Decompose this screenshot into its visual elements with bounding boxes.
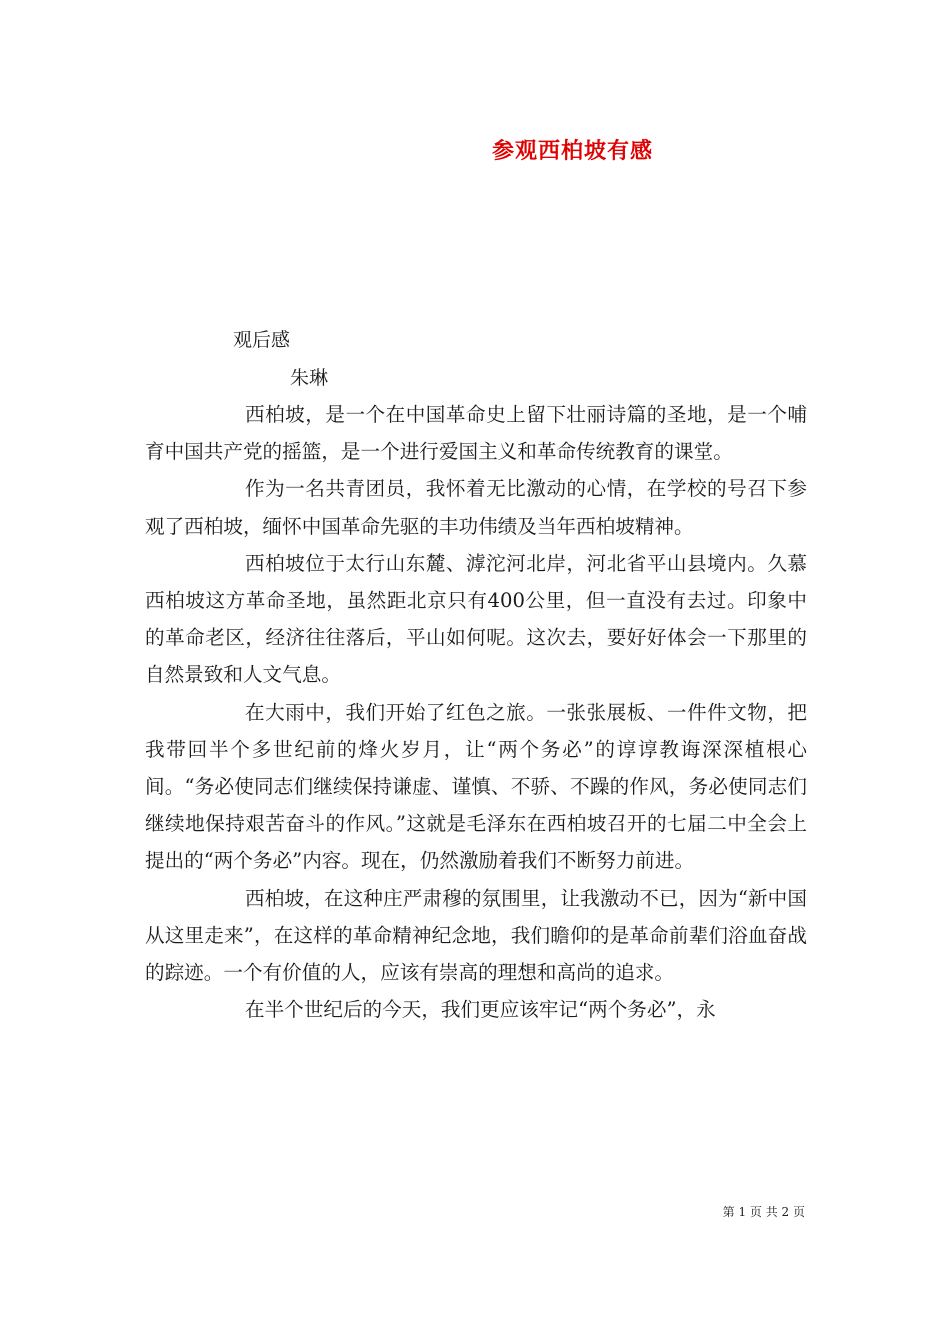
genre-label: 观后感 (233, 329, 291, 351)
document-body (145, 396, 807, 1028)
paragraph: 作为一名共青团员，我怀着无比激动的心情，在学校的号召下参观了西柏坡，缅怀中国革命先驱的丰功伟绩及当年西柏坡精神。 (145, 477, 807, 538)
document-title: 参观西柏坡有感 (491, 138, 653, 164)
author-name: 朱琳 (290, 367, 329, 389)
paragraph: 西柏坡，在这种庄严肃穆的氛围里，让我激动不已，因为“新中国从这里走来”，在这样的革命精神纪念地，我们瞻仰的是革命前辈们浴血奋战的踪迹。一个有价值的人，应该有崇高的理想和高尚的追求。 (145, 886, 807, 985)
page-number-footer: 第 1 页 共 2 页 (722, 1205, 805, 1219)
paragraph: 在大雨中，我们开始了红色之旅。一张张展板、一件件文物，把我带回半个多世纪前的烽火岁月，让“两个务必”的谆谆教诲深深植根心间。“务必使同志们继续保持谦虚、谨慎、不骄、不躁的作风，务必使同志们继续地保持艰苦奋斗的作风。”这就是毛泽东在西柏坡召开的七届二中全会上提出的“两个务必”内容。现在，仍然激励着我们不断努力前进。 (145, 700, 807, 873)
paragraph: 西柏坡，是一个在中国革命史上留下壮丽诗篇的圣地，是一个哺育中国共产党的摇篮，是一个进行爱国主义和革命传统教育的课堂。 (145, 403, 807, 464)
paragraph: 在半个世纪后的今天，我们更应该牢记“两个务必”，永 (245, 998, 716, 1022)
paragraph: 西柏坡位于太行山东麓、滹沱河北岸，河北省平山县境内。久慕西柏坡这方革命圣地，虽然距北京只有400公里，但一直没有去过。印象中的革命老区，经济往往落后，平山如何呢。这次去，要好好体会一下那里的自然景致和人文气息。 (145, 551, 807, 687)
